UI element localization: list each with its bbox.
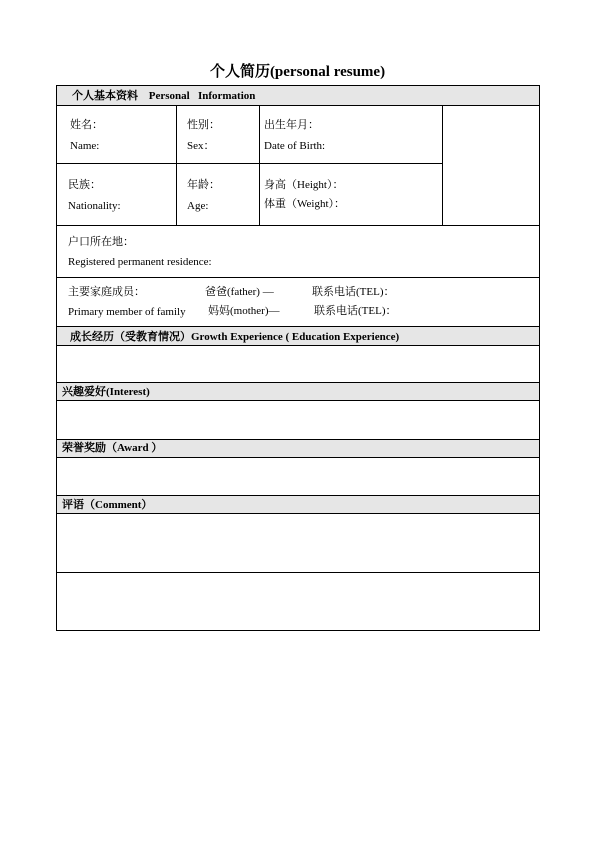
- rule: [56, 382, 540, 383]
- rule: [56, 495, 540, 496]
- family-label-en: Primary member of family: [68, 306, 186, 318]
- rule: [56, 572, 540, 573]
- growth-title: [70, 331, 399, 344]
- rule: [56, 345, 540, 346]
- rule: [56, 277, 540, 278]
- age-label-cn: 年龄：: [187, 179, 220, 191]
- award-en: （Award ）: [106, 442, 163, 454]
- award-title: [62, 442, 162, 455]
- father-tel-label: 联系电话(TEL)：: [312, 286, 395, 298]
- height-label: 身高（Height）：: [264, 179, 344, 191]
- resume-table: [56, 85, 540, 631]
- residence-label-cn: 户口所在地：: [68, 236, 134, 248]
- rule: [56, 400, 540, 401]
- interest-cn: 兴趣爱好: [62, 386, 106, 398]
- rule: [56, 439, 540, 440]
- rule: [57, 163, 443, 164]
- mother-tel-label: 联系电话(TEL)：: [314, 305, 397, 317]
- birth-label-cn: 出生年月：: [264, 119, 319, 131]
- rule: [56, 457, 540, 458]
- mother-label: 妈妈(mother)—: [208, 305, 280, 317]
- sex-label-en: Sex：: [187, 140, 215, 152]
- comment-en: （Comment）: [84, 499, 153, 511]
- growth-en: Growth Experience ( Education Experience): [191, 331, 400, 343]
- photo-divider: [442, 105, 443, 225]
- interest-title: [62, 386, 150, 399]
- age-label-en: Age:: [187, 200, 209, 212]
- comment-title: [62, 499, 152, 512]
- name-label-en: Name:: [70, 140, 100, 152]
- residence-label-en: Registered permanent residence:: [68, 256, 212, 268]
- col-divider: [259, 105, 260, 225]
- rule: [56, 513, 540, 514]
- nationality-label-en: Nationality:: [68, 200, 121, 212]
- col-divider: [176, 105, 177, 225]
- basic-info-en: Personal Information: [148, 90, 256, 102]
- growth-cn: 成长经历（受教育情况）: [70, 331, 191, 343]
- father-label: 爸爸(father) —: [205, 286, 274, 298]
- rule: [56, 225, 540, 226]
- family-label-cn: 主要家庭成员：: [68, 286, 145, 298]
- rule: [56, 105, 540, 106]
- birth-label-en: Date of Birth:: [264, 140, 326, 152]
- page-title: 个人简历(personal resume): [209, 64, 386, 80]
- award-cn: 荣誉奖励: [62, 442, 106, 454]
- interest-en: (Interest): [106, 386, 150, 398]
- rule: [56, 326, 540, 327]
- nationality-label-cn: 民族：: [68, 179, 101, 191]
- weight-label: 体重（Weight）：: [264, 198, 345, 210]
- comment-cn: 评语: [62, 499, 84, 511]
- name-label-cn: 姓名：: [70, 119, 103, 131]
- basic-info-title: [72, 90, 255, 103]
- basic-info-cn: 个人基本资料: [72, 90, 138, 102]
- sex-label-cn: 性别：: [187, 119, 220, 131]
